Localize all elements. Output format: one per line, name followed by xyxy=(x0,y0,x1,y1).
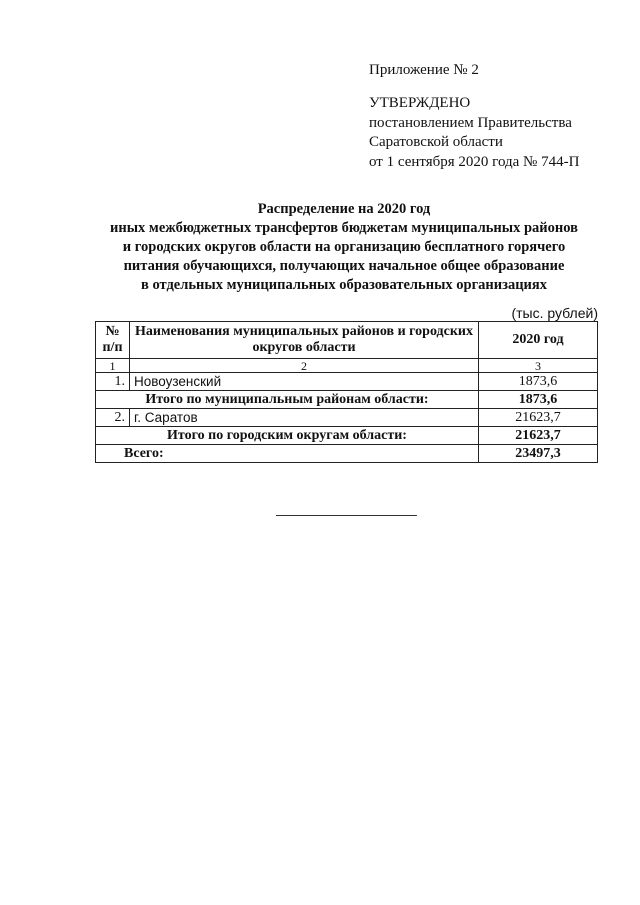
column-numbers-row xyxy=(96,359,598,373)
subtotal-label: Итого по муниципальным районам области: xyxy=(96,391,479,409)
subtotal-value: 1873,6 xyxy=(479,391,598,409)
appendix-number: Приложение № 2 xyxy=(369,62,479,78)
distribution-table xyxy=(95,321,598,463)
end-separator-line xyxy=(276,515,417,516)
row-name: Новоузенский xyxy=(130,373,479,391)
column-number: 3 xyxy=(479,359,598,373)
table-row xyxy=(96,409,598,427)
column-number: 2 xyxy=(130,359,479,373)
row-number: 1. xyxy=(96,373,130,391)
units-label: (тыс. рублей) xyxy=(511,305,598,321)
document-heading xyxy=(80,200,608,295)
column-number: 1 xyxy=(96,359,130,373)
row-name: г. Саратов xyxy=(130,409,479,427)
approval-title: УТВЕРЖДЕНО xyxy=(369,95,471,111)
heading-line: Распределение на 2020 год xyxy=(257,201,431,217)
grand-total-row xyxy=(96,445,598,463)
approval-block xyxy=(369,94,579,172)
approval-line: от 1 сентября 2020 года № 744-П xyxy=(369,153,580,170)
approval-line: постановлением Правительства xyxy=(369,114,572,131)
table-header-row xyxy=(96,322,598,359)
row-value: 1873,6 xyxy=(479,373,598,391)
heading-line: и городских округов области на организацию бесплатного горячего xyxy=(122,239,566,255)
approval-line: Саратовской области xyxy=(369,134,503,150)
heading-line: иных межбюджетных трансфертов бюджетам муниципальных районов xyxy=(110,220,578,236)
heading-line: питания обучающихся, получающих начальное общее образование xyxy=(123,258,565,274)
grand-total-label: Всего: xyxy=(96,445,479,463)
table-row xyxy=(96,373,598,391)
row-number: 2. xyxy=(96,409,130,427)
grand-total-value: 23497,3 xyxy=(479,445,598,463)
subtotal-row xyxy=(96,391,598,409)
subtotal-label: Итого по городским округам области: xyxy=(96,427,479,445)
row-value: 21623,7 xyxy=(479,409,598,427)
header-name: Наименования муниципальных районов и городских округов области xyxy=(130,322,479,359)
header-year: 2020 год xyxy=(479,322,598,359)
heading-line: в отдельных муниципальных образовательных организациях xyxy=(141,277,547,293)
header-number: № п/п xyxy=(96,322,130,359)
subtotal-row xyxy=(96,427,598,445)
subtotal-value: 21623,7 xyxy=(479,427,598,445)
